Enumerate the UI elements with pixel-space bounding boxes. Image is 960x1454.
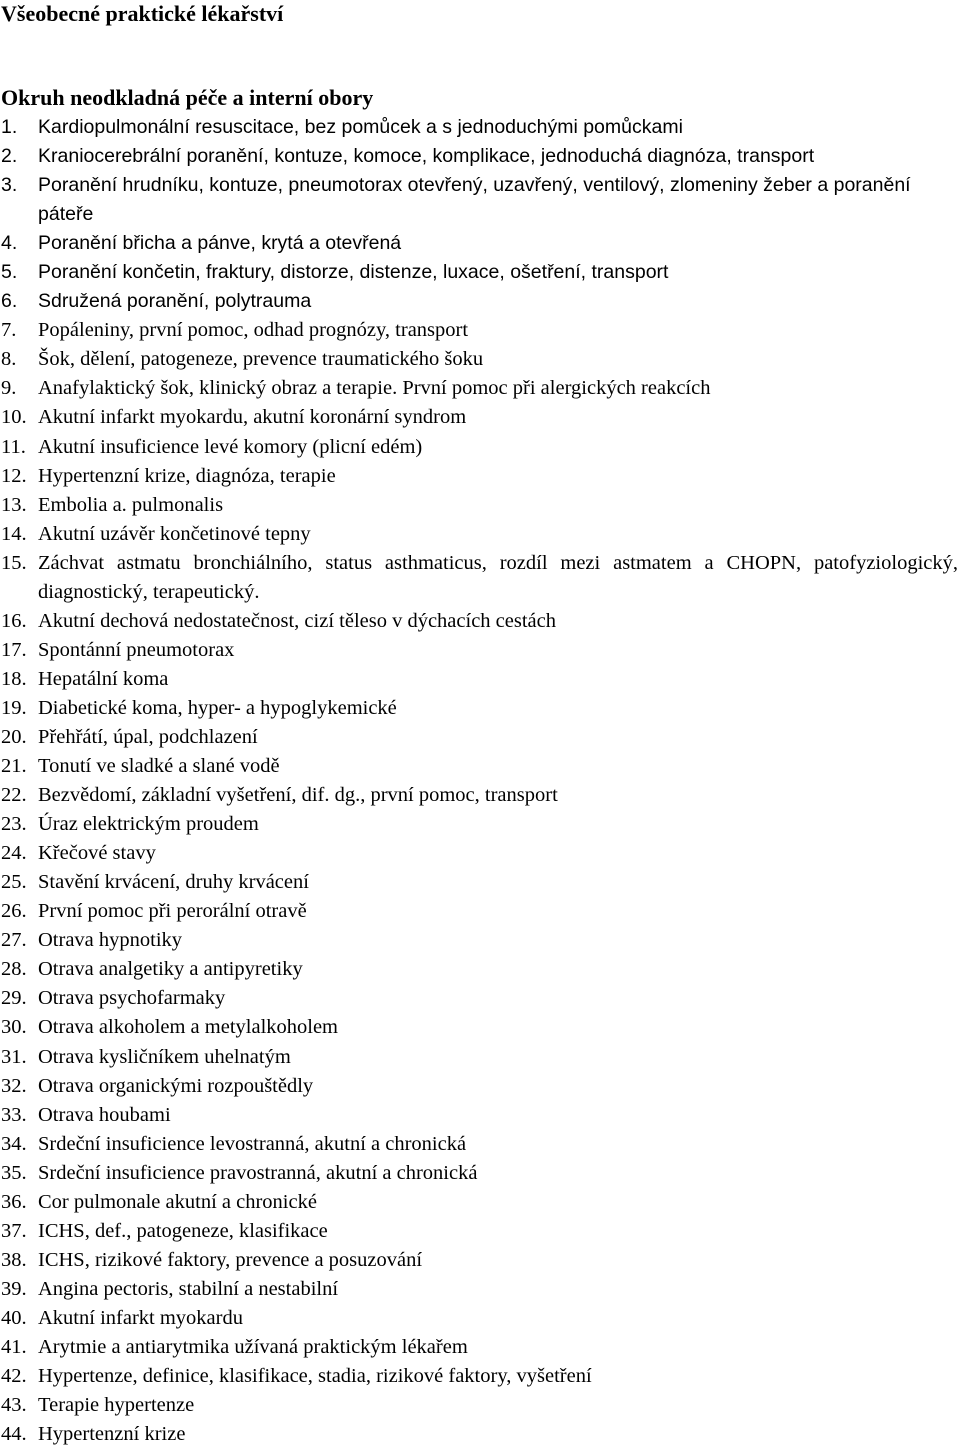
list-item (0, 1043, 958, 1072)
item-number: 11. (1, 435, 26, 458)
list-item (0, 549, 958, 607)
list-item (0, 636, 958, 665)
item-text: Otrava organickými rozpouštědly (38, 1074, 314, 1097)
item-number: 1. (1, 116, 18, 138)
item-number: 16. (1, 609, 27, 632)
item-text: Otrava kysličníkem uhelnatým (38, 1045, 291, 1068)
item-number: 20. (1, 725, 27, 748)
item-number: 38. (1, 1248, 27, 1271)
item-text: Stavění krvácení, druhy krvácení (38, 871, 309, 894)
item-number: 35. (1, 1161, 27, 1184)
list-item (0, 926, 958, 955)
item-number: 25. (1, 871, 27, 894)
item-text: Šok, dělení, patogeneze, prevence traumatického šoku (38, 348, 484, 371)
item-text: ICHS, def., patogeneze, klasifikace (38, 1219, 328, 1242)
list-item (0, 1072, 958, 1101)
item-number: 12. (1, 464, 27, 487)
item-number: 26. (1, 900, 27, 923)
item-number: 36. (1, 1190, 27, 1213)
list-item (0, 1275, 958, 1304)
list-item (0, 374, 958, 403)
list-item (0, 607, 958, 636)
item-text: Cor pulmonale akutní a chronické (38, 1190, 317, 1213)
list-item (0, 1130, 958, 1159)
item-text: Hypertenzní krize, diagnóza, terapie (38, 464, 336, 487)
item-number: 33. (1, 1103, 27, 1126)
list-item (0, 229, 958, 258)
item-number: 42. (1, 1365, 27, 1388)
item-text: Hepatální koma (38, 667, 169, 690)
list-item (0, 1159, 958, 1188)
item-text: Akutní infarkt myokardu, akutní koronární syndrom (38, 406, 467, 429)
list-item (0, 868, 958, 897)
list-item (0, 752, 958, 781)
list-item (0, 491, 958, 520)
list-item (0, 955, 958, 984)
item-text: Srdeční insuficience levostranná, akutní a chronická (38, 1132, 467, 1155)
item-number: 9. (1, 377, 17, 400)
list-item (0, 403, 958, 432)
list-item (0, 1013, 958, 1042)
topic-list (0, 113, 960, 1449)
item-text: Poranění břicha a pánve, krytá a otevřená (38, 232, 402, 255)
item-number: 3. (1, 174, 18, 197)
list-item (0, 1333, 958, 1362)
list-item (0, 287, 958, 316)
list-item (0, 1362, 958, 1391)
item-number: 4. (1, 232, 18, 255)
item-text: Hypertenzní krize (38, 1423, 186, 1446)
list-item (0, 1420, 958, 1449)
item-text: Kardiopulmonální resuscitace, bez pomůcek a s jednoduchými pomůckami (38, 116, 683, 138)
list-item (0, 897, 958, 926)
item-number: 22. (1, 784, 27, 807)
item-text: Otrava analgetiky a antipyretiky (38, 958, 303, 981)
item-text: Anafylaktický šok, klinický obraz a terapie. První pomoc při alergických reakcích (38, 377, 711, 400)
list-item (0, 984, 958, 1013)
item-number: 2. (1, 145, 18, 168)
item-text: Bezvědomí, základní vyšetření, dif. dg., první pomoc, transport (38, 784, 558, 807)
item-number: 40. (1, 1306, 27, 1329)
item-number: 10. (1, 406, 27, 429)
item-text: Akutní insuficience levé komory (plicní edém) (38, 435, 423, 458)
item-number: 43. (1, 1394, 27, 1417)
list-item (0, 810, 958, 839)
item-text: Kraniocerebrální poranění, kontuze, komoce, komplikace, jednoduchá diagnóza, transport (38, 145, 815, 168)
item-text: Akutní infarkt myokardu (38, 1306, 243, 1329)
item-text: První pomoc při perorální otravě (38, 900, 307, 923)
item-text: Angina pectoris, stabilní a nestabilní (38, 1277, 339, 1300)
item-text: Terapie hypertenze (38, 1394, 195, 1417)
item-text: Tonutí ve sladké a slané vodě (38, 755, 280, 778)
item-number: 13. (1, 493, 27, 516)
item-number: 6. (1, 290, 18, 313)
item-number: 28. (1, 958, 27, 981)
list-item (0, 1304, 958, 1333)
item-number: 15. (1, 551, 27, 574)
item-number: 34. (1, 1132, 27, 1155)
list-item (0, 665, 958, 694)
item-text: Otrava psychofarmaky (38, 987, 226, 1010)
item-number: 14. (1, 522, 27, 545)
list-item (0, 1246, 958, 1275)
item-text: Diabetické koma, hyper- a hypoglykemické (38, 696, 397, 719)
item-number: 44. (1, 1423, 27, 1446)
list-item (0, 1188, 958, 1217)
list-item (0, 839, 958, 868)
item-number: 18. (1, 667, 27, 690)
item-text: Hypertenze, definice, klasifikace, stadia, rizikové faktory, vyšetření (38, 1365, 592, 1388)
item-text: Poranění končetin, fraktury, distorze, distenze, luxace, ošetření, transport (38, 261, 669, 284)
item-text: Spontánní pneumotorax (38, 638, 235, 661)
section-heading: Okruh neodkladná péče a interní obory (1, 85, 374, 110)
item-number: 5. (1, 261, 18, 284)
list-item (0, 520, 958, 549)
item-number: 19. (1, 696, 27, 719)
list-item (0, 723, 958, 752)
list-item (0, 171, 958, 229)
list-item (0, 694, 958, 723)
list-item (0, 1391, 958, 1420)
item-text: Otrava hypnotiky (38, 929, 183, 952)
item-text: Akutní uzávěr končetinové tepny (38, 522, 311, 545)
item-number: 23. (1, 813, 27, 836)
item-number: 41. (1, 1335, 27, 1358)
item-number: 30. (1, 1016, 27, 1039)
item-number: 39. (1, 1277, 27, 1300)
item-text: Arytmie a antiarytmika užívaná praktickým lékařem (38, 1335, 468, 1358)
list-item (0, 345, 958, 374)
item-text: Popáleniny, první pomoc, odhad prognózy, transport (38, 319, 469, 342)
list-item (0, 316, 958, 345)
item-text: ICHS, rizikové faktory, prevence a posuzování (38, 1248, 423, 1271)
item-number: 8. (1, 348, 17, 371)
document-title: Všeobecné praktické lékařství (1, 1, 284, 26)
item-text: Sdružená poranění, polytrauma (38, 290, 312, 313)
list-item (0, 142, 958, 171)
item-number: 7. (1, 319, 17, 342)
item-number: 27. (1, 929, 27, 952)
item-text: Otrava alkoholem a metylalkoholem (38, 1016, 339, 1039)
item-text: Poranění hrudníku, kontuze, pneumotorax otevřený, uzavřený, ventilový, zlomeniny žeber a poranění páteře (38, 174, 911, 226)
item-number: 32. (1, 1074, 27, 1097)
item-number: 17. (1, 638, 27, 661)
item-text: Embolia a. pulmonalis (38, 493, 224, 516)
item-text: Úraz elektrickým proudem (38, 813, 259, 836)
item-number: 31. (1, 1045, 27, 1068)
item-number: 24. (1, 842, 27, 865)
item-text: Otrava houbami (38, 1103, 171, 1126)
list-item (0, 1101, 958, 1130)
item-text: Srdeční insuficience pravostranná, akutní a chronická (38, 1161, 478, 1184)
item-number: 21. (1, 755, 27, 778)
item-text: Akutní dechová nedostatečnost, cizí těleso v dýchacích cestách (38, 609, 556, 632)
list-item (0, 1217, 958, 1246)
item-text: Přehřátí, úpal, podchlazení (38, 725, 258, 748)
list-item (0, 113, 958, 142)
list-item (0, 462, 958, 491)
item-number: 29. (1, 987, 27, 1010)
list-item (0, 781, 958, 810)
list-item (0, 433, 958, 462)
list-item (0, 258, 958, 287)
item-number: 37. (1, 1219, 27, 1242)
item-text: Křečové stavy (38, 842, 156, 865)
item-text: Záchvat astmatu bronchiálního, status asthmaticus, rozdíl mezi astmatem a CHOPN, patofyziologický, diagnostický, terapeutický. (38, 551, 958, 603)
